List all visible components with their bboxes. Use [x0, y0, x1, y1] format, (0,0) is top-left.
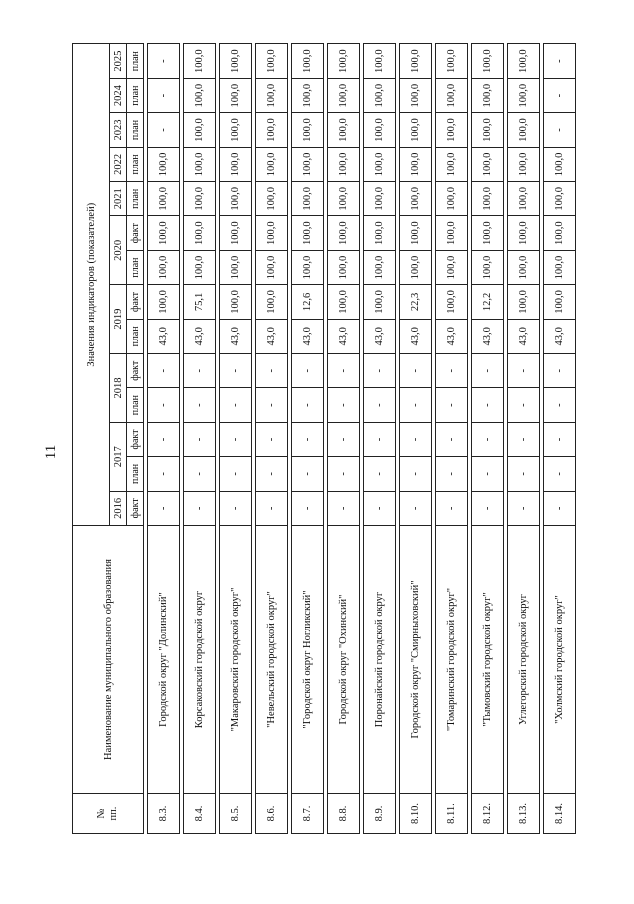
indicator-value: 100,0 — [544, 182, 576, 216]
indicator-value: - — [472, 457, 504, 491]
indicator-value: - — [148, 457, 180, 491]
indicator-value: - — [148, 78, 180, 112]
indicator-value: 100,0 — [364, 78, 396, 112]
indicator-value: 100,0 — [436, 147, 468, 181]
indicator-value: - — [328, 422, 360, 456]
header-number-symbol: № — [95, 808, 107, 819]
row-number: 8.11. — [436, 794, 468, 834]
indicator-value: - — [436, 422, 468, 456]
indicator-value: 100,0 — [148, 182, 180, 216]
indicator-value: 100,0 — [256, 182, 288, 216]
indicator-value: 43,0 — [436, 319, 468, 353]
indicator-value: - — [544, 113, 576, 147]
header-year: 2022 — [110, 147, 127, 181]
indicator-value: 100,0 — [148, 216, 180, 250]
indicator-value: 100,0 — [364, 285, 396, 319]
indicator-value: 100,0 — [328, 44, 360, 79]
indicator-value: 100,0 — [328, 147, 360, 181]
indicator-value: - — [328, 354, 360, 388]
municipality-name: Городской округ "Долинский" — [148, 526, 180, 794]
indicator-value: 100,0 — [148, 250, 180, 284]
indicator-value: - — [400, 422, 432, 456]
municipality-name: "Тымовский городской округ" — [472, 526, 504, 794]
municipality-name: "Невельский городской округ" — [256, 526, 288, 794]
indicator-value: - — [400, 491, 432, 525]
indicator-value: 100,0 — [292, 250, 324, 284]
indicator-value: 100,0 — [400, 216, 432, 250]
indicator-value: 100,0 — [292, 216, 324, 250]
indicator-value: - — [508, 388, 540, 422]
indicator-value: - — [256, 457, 288, 491]
indicator-value: 100,0 — [256, 250, 288, 284]
indicator-value: 43,0 — [256, 319, 288, 353]
indicator-value: 100,0 — [148, 147, 180, 181]
indicator-value: - — [256, 354, 288, 388]
indicator-value: 12,2 — [472, 285, 504, 319]
indicator-value: - — [148, 491, 180, 525]
indicator-value: 100,0 — [472, 147, 504, 181]
indicator-value: 43,0 — [544, 319, 576, 353]
municipality-name: Углегорский городской округ — [508, 526, 540, 794]
indicator-value: - — [436, 354, 468, 388]
indicator-value: - — [220, 422, 252, 456]
municipality-name: Корсаковский городской округ — [184, 526, 216, 794]
header-subhead: факт — [127, 422, 144, 456]
indicator-value: 100,0 — [292, 78, 324, 112]
indicator-value: - — [184, 388, 216, 422]
indicator-value: 100,0 — [508, 182, 540, 216]
header-subhead: факт — [127, 216, 144, 250]
indicator-value: - — [292, 491, 324, 525]
page-number: 11 — [42, 444, 59, 460]
indicator-value: - — [148, 354, 180, 388]
indicator-value: - — [256, 388, 288, 422]
indicator-value: - — [544, 388, 576, 422]
indicator-value: 100,0 — [400, 113, 432, 147]
indicator-value: 100,0 — [364, 113, 396, 147]
indicator-value: - — [472, 422, 504, 456]
indicator-value: 100,0 — [328, 250, 360, 284]
indicator-value: 100,0 — [256, 113, 288, 147]
indicator-value: 100,0 — [184, 113, 216, 147]
indicator-value: 43,0 — [364, 319, 396, 353]
indicator-value: - — [544, 491, 576, 525]
row-number: 8.12. — [472, 794, 504, 834]
header-subhead: факт — [127, 354, 144, 388]
indicator-value: 100,0 — [436, 216, 468, 250]
indicator-value: 100,0 — [256, 78, 288, 112]
row-number: 8.9. — [364, 794, 396, 834]
indicator-value: - — [544, 457, 576, 491]
indicator-value: - — [436, 457, 468, 491]
indicator-value: 100,0 — [472, 182, 504, 216]
municipality-name: "Городской округ Ногликский" — [292, 526, 324, 794]
indicator-value: - — [220, 388, 252, 422]
indicator-value: 100,0 — [544, 216, 576, 250]
municipality-name: Городской округ "Охинский" — [328, 526, 360, 794]
indicator-value: 100,0 — [256, 44, 288, 79]
header-subhead: план — [127, 113, 144, 147]
table-row — [364, 44, 396, 834]
header-row-group — [73, 44, 110, 834]
row-number: 8.6. — [256, 794, 288, 834]
header-subhead: план — [127, 319, 144, 353]
indicator-value: - — [184, 422, 216, 456]
municipality-name: "Макаровский городской округ" — [220, 526, 252, 794]
indicator-value: - — [364, 457, 396, 491]
indicator-value: 100,0 — [472, 250, 504, 284]
indicator-value: 100,0 — [292, 113, 324, 147]
indicator-value: - — [148, 422, 180, 456]
indicator-value: 100,0 — [328, 113, 360, 147]
header-year: 2017 — [110, 422, 127, 491]
table-row — [436, 44, 468, 834]
indicator-value: 75,1 — [184, 285, 216, 319]
indicator-value: - — [472, 491, 504, 525]
indicator-value: 100,0 — [184, 44, 216, 79]
indicator-value: - — [328, 491, 360, 525]
indicator-value: 100,0 — [400, 250, 432, 284]
indicator-value: - — [508, 457, 540, 491]
indicator-value: - — [256, 422, 288, 456]
indicator-value: 100,0 — [364, 147, 396, 181]
header-year: 2018 — [110, 354, 127, 423]
row-number: 8.8. — [328, 794, 360, 834]
indicator-value: 100,0 — [544, 147, 576, 181]
indicator-value: 43,0 — [328, 319, 360, 353]
indicator-value: 100,0 — [508, 44, 540, 79]
indicator-value: 100,0 — [436, 44, 468, 79]
indicator-value: 100,0 — [436, 182, 468, 216]
header-subhead: план — [127, 250, 144, 284]
indicator-value: 100,0 — [292, 44, 324, 79]
indicator-value: 100,0 — [472, 78, 504, 112]
row-number: 8.14. — [544, 794, 576, 834]
indicator-value: - — [292, 422, 324, 456]
header-subhead: факт — [127, 491, 144, 525]
indicator-value: - — [292, 354, 324, 388]
table-row — [544, 44, 576, 834]
indicator-value: 100,0 — [436, 250, 468, 284]
indicator-value: 100,0 — [508, 78, 540, 112]
indicator-value: 100,0 — [328, 78, 360, 112]
indicator-value: 100,0 — [328, 182, 360, 216]
indicator-value: 100,0 — [400, 44, 432, 79]
indicator-value: 100,0 — [184, 147, 216, 181]
indicator-value: - — [148, 388, 180, 422]
municipality-name: Поронайский городской округ — [364, 526, 396, 794]
table-row — [184, 44, 216, 834]
indicator-value: - — [184, 457, 216, 491]
indicator-value: - — [400, 354, 432, 388]
table-row — [148, 44, 180, 834]
row-number: 8.13. — [508, 794, 540, 834]
indicator-value: - — [364, 491, 396, 525]
indicator-value: - — [220, 457, 252, 491]
table-row — [508, 44, 540, 834]
indicator-value: 100,0 — [220, 147, 252, 181]
header-number-cell — [73, 794, 144, 834]
header-subhead: план — [127, 182, 144, 216]
indicator-value: 100,0 — [256, 285, 288, 319]
municipality-name: Городской округ "Смирныховский" — [400, 526, 432, 794]
indicator-value: 100,0 — [256, 147, 288, 181]
indicator-value: 100,0 — [508, 216, 540, 250]
indicator-value: - — [184, 491, 216, 525]
indicator-value: 100,0 — [508, 147, 540, 181]
indicator-value: - — [544, 354, 576, 388]
indicator-value: - — [544, 78, 576, 112]
indicator-value: - — [256, 491, 288, 525]
indicator-value: - — [508, 491, 540, 525]
row-number: 8.3. — [148, 794, 180, 834]
indicator-value: 100,0 — [400, 78, 432, 112]
indicator-value: - — [328, 388, 360, 422]
indicator-value: 22,3 — [400, 285, 432, 319]
header-year: 2016 — [110, 491, 127, 525]
indicator-value: 100,0 — [220, 44, 252, 79]
header-year: 2019 — [110, 285, 127, 354]
indicator-value: 100,0 — [184, 250, 216, 284]
table-row — [292, 44, 324, 834]
header-year: 2023 — [110, 113, 127, 147]
municipality-name: "Холмский городской округ" — [544, 526, 576, 794]
indicator-value: 100,0 — [436, 78, 468, 112]
indicator-value: 100,0 — [436, 113, 468, 147]
indicator-value: 100,0 — [292, 147, 324, 181]
indicator-value: 100,0 — [508, 113, 540, 147]
indicator-value: - — [148, 44, 180, 79]
header-subhead: план — [127, 147, 144, 181]
table-row — [328, 44, 360, 834]
indicator-value: - — [436, 491, 468, 525]
indicator-value: - — [508, 422, 540, 456]
indicator-value: 100,0 — [220, 285, 252, 319]
indicator-value: 100,0 — [292, 182, 324, 216]
indicator-value: 43,0 — [292, 319, 324, 353]
indicator-value: - — [544, 44, 576, 79]
indicator-value: 100,0 — [508, 250, 540, 284]
table-row — [220, 44, 252, 834]
indicator-value: - — [400, 457, 432, 491]
indicator-value: 100,0 — [256, 216, 288, 250]
rotated-table-container — [72, 44, 576, 834]
indicator-value: 100,0 — [472, 113, 504, 147]
indicator-value: 100,0 — [400, 147, 432, 181]
header-name-cell: Наименование муниципального образования — [73, 526, 144, 794]
header-subhead: план — [127, 457, 144, 491]
header-subhead: план — [127, 44, 144, 79]
indicator-value: 100,0 — [364, 44, 396, 79]
header-year: 2021 — [110, 182, 127, 216]
indicator-value: - — [364, 354, 396, 388]
table-row — [256, 44, 288, 834]
indicator-value: 100,0 — [364, 182, 396, 216]
indicator-value: 100,0 — [508, 285, 540, 319]
indicator-value: - — [328, 457, 360, 491]
indicator-value: - — [148, 113, 180, 147]
header-year: 2025 — [110, 44, 127, 79]
indicator-value: - — [436, 388, 468, 422]
indicator-value: 100,0 — [328, 216, 360, 250]
indicator-value: - — [220, 354, 252, 388]
header-subhead: факт — [127, 285, 144, 319]
indicator-value: 100,0 — [184, 78, 216, 112]
row-number: 8.5. — [220, 794, 252, 834]
indicator-value: 100,0 — [364, 250, 396, 284]
header-subhead: план — [127, 78, 144, 112]
indicator-value: 100,0 — [148, 285, 180, 319]
indicator-value: - — [508, 354, 540, 388]
indicator-value: 100,0 — [400, 182, 432, 216]
indicator-value: 43,0 — [184, 319, 216, 353]
indicator-value: - — [220, 491, 252, 525]
indicator-value: - — [472, 354, 504, 388]
indicator-value: 43,0 — [400, 319, 432, 353]
table-row — [400, 44, 432, 834]
indicator-value: 100,0 — [544, 250, 576, 284]
indicator-value: 43,0 — [220, 319, 252, 353]
indicator-value: 100,0 — [328, 285, 360, 319]
row-number: 8.7. — [292, 794, 324, 834]
indicator-value: - — [472, 388, 504, 422]
indicator-value: - — [544, 422, 576, 456]
indicator-value: - — [364, 422, 396, 456]
indicator-value: 100,0 — [220, 78, 252, 112]
header-values-group: Значения индикаторов (показателей) — [73, 44, 110, 526]
indicator-value: - — [292, 388, 324, 422]
table-row — [472, 44, 504, 834]
indicator-value: 100,0 — [184, 182, 216, 216]
indicator-value: 100,0 — [364, 216, 396, 250]
municipality-name: "Томаринский городской округ" — [436, 526, 468, 794]
indicator-value: 12,6 — [292, 285, 324, 319]
indicator-value: 100,0 — [472, 216, 504, 250]
indicator-value: 100,0 — [184, 216, 216, 250]
indicator-value: 100,0 — [544, 285, 576, 319]
indicator-value: 43,0 — [472, 319, 504, 353]
indicator-table — [72, 43, 576, 834]
header-year: 2020 — [110, 216, 127, 285]
indicator-value: 43,0 — [148, 319, 180, 353]
indicator-value: - — [400, 388, 432, 422]
indicator-value: 100,0 — [220, 250, 252, 284]
indicator-value: - — [364, 388, 396, 422]
indicator-value: - — [292, 457, 324, 491]
indicator-value: 43,0 — [508, 319, 540, 353]
indicator-value: 100,0 — [436, 285, 468, 319]
indicator-value: 100,0 — [472, 44, 504, 79]
header-number-abbrev: пп. — [108, 806, 119, 821]
indicator-value: 100,0 — [220, 182, 252, 216]
header-year: 2024 — [110, 78, 127, 112]
indicator-value: 100,0 — [220, 113, 252, 147]
indicator-value: 100,0 — [220, 216, 252, 250]
row-number: 8.4. — [184, 794, 216, 834]
indicator-value: - — [184, 354, 216, 388]
header-subhead: план — [127, 388, 144, 422]
row-number: 8.10. — [400, 794, 432, 834]
